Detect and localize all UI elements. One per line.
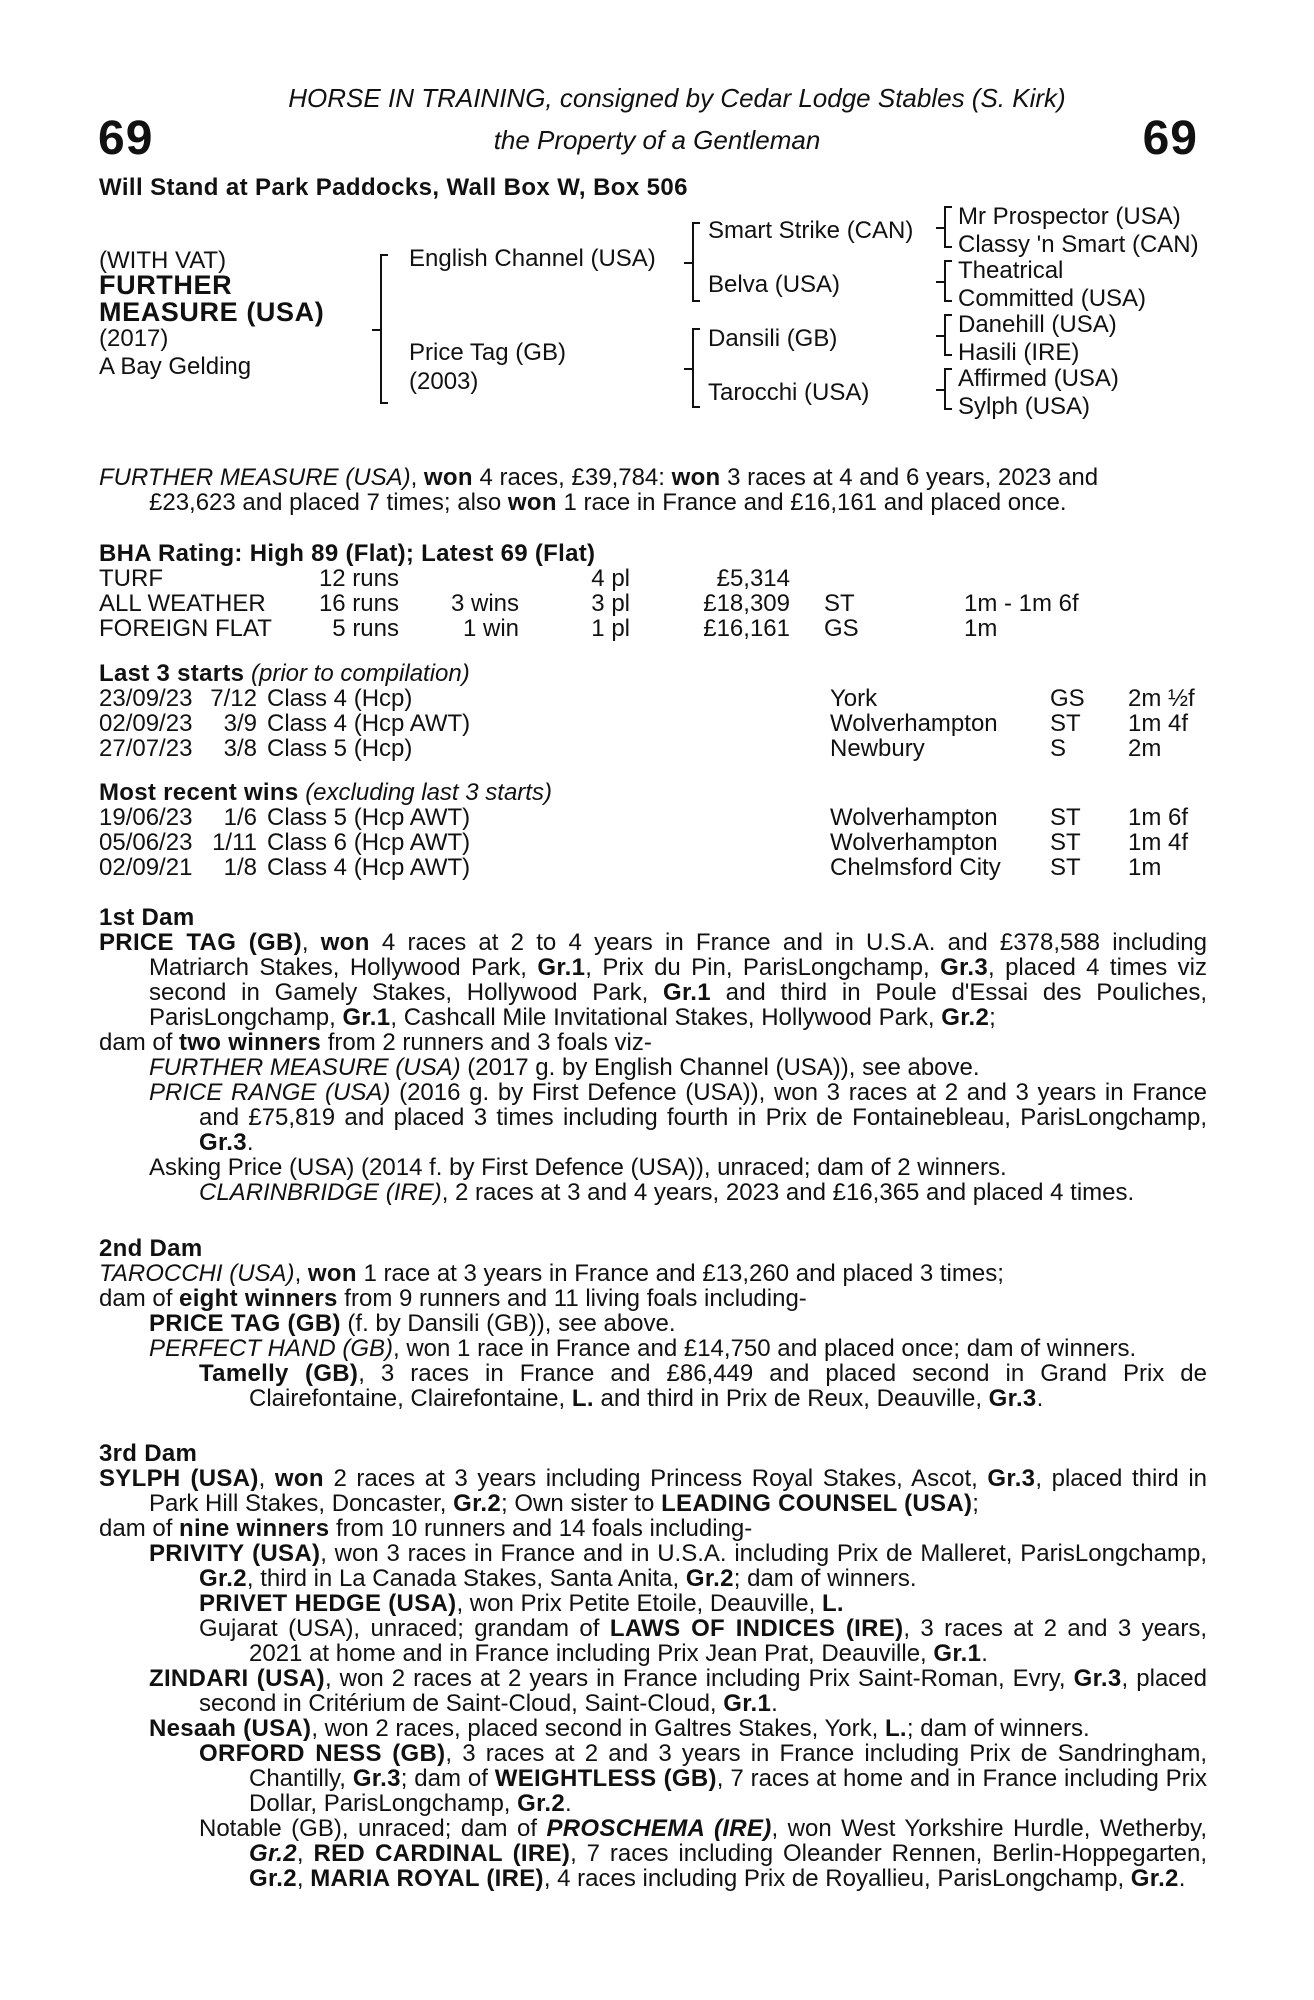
cell-date: 02/09/23 <box>99 710 193 737</box>
cell-class: Class 4 (Hcp AWT) <box>267 854 471 881</box>
cell-date: 05/06/23 <box>99 829 193 856</box>
cell-distance: 1m 6f <box>1128 804 1189 831</box>
ggp-brace-1 <box>944 206 946 248</box>
cell-placed: 1 pl <box>591 615 630 642</box>
cell-going: ST <box>1050 804 1081 831</box>
ggp-2: Classy 'n Smart (CAN) <box>958 231 1199 258</box>
cell-going: ST <box>824 590 855 617</box>
cell-prize: £5,314 <box>716 565 790 592</box>
pedigree-brace-main <box>380 254 382 404</box>
property-line: the Property of a Gentleman <box>493 125 821 155</box>
cell-going: S <box>1050 735 1067 762</box>
second-dam-section: 2nd Dam TAROCCHI (USA), won 1 race at 3 years in France and £13,260 and placed 3 times; dam of eight winners from 9 runners and 11 living foals including- PRICE TAG (GB) (f. by Dansili (GB)), see above. PERFECT HAND (GB), won 1 race in France and £14,750 and placed once; dam of winners. Tamelly (GB), 3 races in France and £86,449 and placed second in Grand Prix de Clairefontaine, Clairefontaine, L. and third in Prix de Reux, Deauville, Gr.3. <box>99 1235 1208 1412</box>
consignment-line: HORSE IN TRAINING, consigned by Cedar Lodge Stables (S. Kirk) <box>288 83 1066 113</box>
horse-year: (2017) <box>99 325 169 352</box>
rating-table <box>99 566 1164 641</box>
table-row <box>99 711 1248 736</box>
cell-distance: 2m ½f <box>1128 685 1195 712</box>
recent-wins-table <box>99 805 1248 880</box>
cell-distance: 1m 4f <box>1128 710 1189 737</box>
horse-description: A Bay Gelding <box>99 353 252 380</box>
cell-going <box>790 566 964 591</box>
cell-course: Wolverhampton <box>830 710 998 737</box>
cell-class: Class 4 (Hcp) <box>267 685 413 712</box>
cell-going: ST <box>1050 829 1081 856</box>
cell-wins <box>399 566 525 591</box>
table-row <box>99 736 1248 761</box>
table-row <box>99 616 1164 641</box>
cell-course: Wolverhampton <box>830 829 998 856</box>
cell-pos: 1/11 <box>212 829 257 856</box>
cell-pos: 3/9 <box>223 710 257 737</box>
dam-brace <box>692 328 694 408</box>
sire: English Channel (USA) <box>409 245 656 272</box>
cell-going: ST <box>1050 854 1081 881</box>
cell-distance: 1m - 1m 6f <box>964 590 1079 617</box>
table-row <box>99 830 1248 855</box>
cell-course: Chelmsford City <box>830 854 1001 881</box>
cell-course: Newbury <box>830 735 925 762</box>
cell-surface: FOREIGN FLAT <box>99 615 272 642</box>
cell-going: GS <box>824 615 859 642</box>
last-starts-heading: Last 3 starts (prior to compilation) <box>99 660 470 687</box>
cell-distance: 1m <box>1128 854 1162 881</box>
race-summary: FURTHER MEASURE (USA), won 4 races, £39,784: won 3 races at 4 and 6 years, 2023 and £23,623 and placed 7 times; also won 1 race in France and £16,161 and placed once. <box>99 464 1099 516</box>
cell-runs: 12 runs <box>318 565 399 592</box>
cell-distance <box>964 566 1164 591</box>
ggp-brace-2 <box>944 260 946 302</box>
ggp-1: Mr Prospector (USA) <box>958 203 1181 230</box>
cell-wins: 1 win <box>462 615 519 642</box>
cell-distance: 2m <box>1128 735 1162 762</box>
table-row <box>99 566 1164 591</box>
dam-dam: Tarocchi (USA) <box>708 379 870 406</box>
dam-sire: Dansili (GB) <box>708 325 838 352</box>
cell-date: 27/07/23 <box>99 735 193 762</box>
third-dam-section: 3rd Dam SYLPH (USA), won 2 races at 3 years including Princess Royal Stakes, Ascot, Gr.3, placed third in Park Hill Stakes, Doncaster, Gr.2; Own sister to LEADING COUNSEL (USA); dam of nine winners from 10 runners and 14 foals including- PRIVITY (USA), won 3 races in France and in U.S.A. including Prix de Malleret, ParisLongchamp, Gr.2, third in La Canada Stakes, Santa Anita, Gr.2; dam of winners. PRIVET HEDGE (USA), won Prix Petite Etoile, Deauville, L. Gujarat (USA), unraced; grandam of LAWS OF INDICES (IRE), 3 races at 2 and 3 years, 2021 at home and in France including Prix Jean Prat, Deauville, Gr.1. ZINDARI (USA), won 2 races at 2 years in France including Prix Saint-Roman, Evry, Gr.3, placed second in Critérium de Saint-Cloud, Saint-Cloud, Gr.1. Nesaah (USA), won 2 races, placed second in Galtres Stakes, York, L.; dam of winners. ORFORD NESS (GB), 3 races at 2 and 3 years in France including Prix de Sandringham, Chantilly, Gr.3; dam of WEIGHTLESS (GB), 7 races at home and in France including Prix Dollar, ParisLongchamp, Gr.2. Notable (GB), unraced; dam of PROSCHEMA (IRE), won West Yorkshire Hurdle, Wetherby, Gr.2, RED CARDINAL (IRE), 7 races including Oleander Rennen, Berlin-Hoppegarten, Gr.2, MARIA ROYAL (IRE), 4 races including Prix de Royallieu, ParisLongchamp, Gr.2. <box>99 1440 1208 1892</box>
cell-going: GS <box>1050 685 1085 712</box>
cell-date: 02/09/21 <box>99 854 193 881</box>
table-row <box>99 805 1248 830</box>
cell-class: Class 5 (Hcp AWT) <box>267 804 471 831</box>
vat-note: (WITH VAT) <box>99 247 227 274</box>
cell-surface: TURF <box>99 565 163 592</box>
cell-wins: 3 wins <box>450 590 519 617</box>
cell-pos: 3/8 <box>223 735 257 762</box>
sire-brace <box>692 222 694 302</box>
ggp-brace-3 <box>944 314 946 356</box>
cell-prize: £18,309 <box>703 590 790 617</box>
cell-placed: 3 pl <box>591 590 630 617</box>
last-starts-table <box>99 686 1248 761</box>
ggp-8: Sylph (USA) <box>958 393 1091 420</box>
ggp-4: Committed (USA) <box>958 285 1147 312</box>
cell-distance: 1m <box>964 615 998 642</box>
dam: Price Tag (GB) <box>409 339 566 366</box>
cell-date: 23/09/23 <box>99 685 193 712</box>
cell-pos: 1/8 <box>223 854 257 881</box>
cell-pos: 1/6 <box>223 804 257 831</box>
cell-course: Wolverhampton <box>830 804 998 831</box>
lot-number-left: 69 <box>98 112 154 165</box>
ggp-5: Danehill (USA) <box>958 311 1117 338</box>
ggp-3: Theatrical <box>958 257 1064 284</box>
cell-runs: 16 runs <box>318 590 399 617</box>
cell-pos: 7/12 <box>210 685 257 712</box>
cell-going: ST <box>1050 710 1081 737</box>
cell-runs: 5 runs <box>332 615 399 642</box>
sire-dam: Belva (USA) <box>708 271 841 298</box>
ggp-7: Affirmed (USA) <box>958 365 1119 392</box>
cell-class: Class 6 (Hcp AWT) <box>267 829 471 856</box>
cell-course: York <box>830 685 878 712</box>
lot-number-right: 69 <box>1142 112 1198 165</box>
stand-location: Will Stand at Park Paddocks, Wall Box W, Box 506 <box>99 174 688 201</box>
table-row <box>99 855 1248 880</box>
cell-placed: 4 pl <box>591 565 630 592</box>
cell-prize: £16,161 <box>703 615 790 642</box>
table-row <box>99 686 1248 711</box>
cell-class: Class 4 (Hcp AWT) <box>267 710 471 737</box>
first-dam-section: 1st Dam PRICE TAG (GB), won 4 races at 2 to 4 years in France and in U.S.A. and £378,588 including Matriarch Stakes, Hollywood Park, Gr.1, Prix du Pin, ParisLongchamp, Gr.3, placed 4 times viz second in Gamely Stakes, Hollywood Park, Gr.1 and third in Poule d'Essai des Pouliches, ParisLongchamp, Gr.1, Cashcall Mile Invitational Stakes, Hollywood Park, Gr.2; dam of two winners from 2 runners and 3 foals viz- FURTHER MEASURE (USA) (2017 g. by English Channel (USA)), see above. PRICE RANGE (USA) (2016 g. by First Defence (USA)), won 3 races at 2 and 3 years in France and £75,819 and placed 3 times including fourth in Prix de Fontainebleau, ParisLongchamp, Gr.3. Asking Price (USA) (2014 f. by First Defence (USA)), unraced; dam of 2 winners. CLARINBRIDGE (IRE), 2 races at 3 and 4 years, 2023 and £16,365 and placed 4 times. <box>99 904 1207 1206</box>
bha-rating-title: BHA Rating: High 89 (Flat); Latest 69 (Flat) <box>99 540 596 567</box>
sire-sire: Smart Strike (CAN) <box>708 217 914 244</box>
ggp-6: Hasili (IRE) <box>958 339 1080 366</box>
cell-class: Class 5 (Hcp) <box>267 735 413 762</box>
recent-wins-heading: Most recent wins (excluding last 3 starts) <box>99 779 552 806</box>
ggp-brace-4 <box>944 368 946 410</box>
cell-surface: ALL WEATHER <box>99 590 266 617</box>
dam-year: (2003) <box>409 368 479 395</box>
cell-distance: 1m 4f <box>1128 829 1189 856</box>
table-row <box>99 591 1164 616</box>
cell-date: 19/06/23 <box>99 804 193 831</box>
horse-name: FURTHER MEASURE (USA) <box>99 270 325 327</box>
